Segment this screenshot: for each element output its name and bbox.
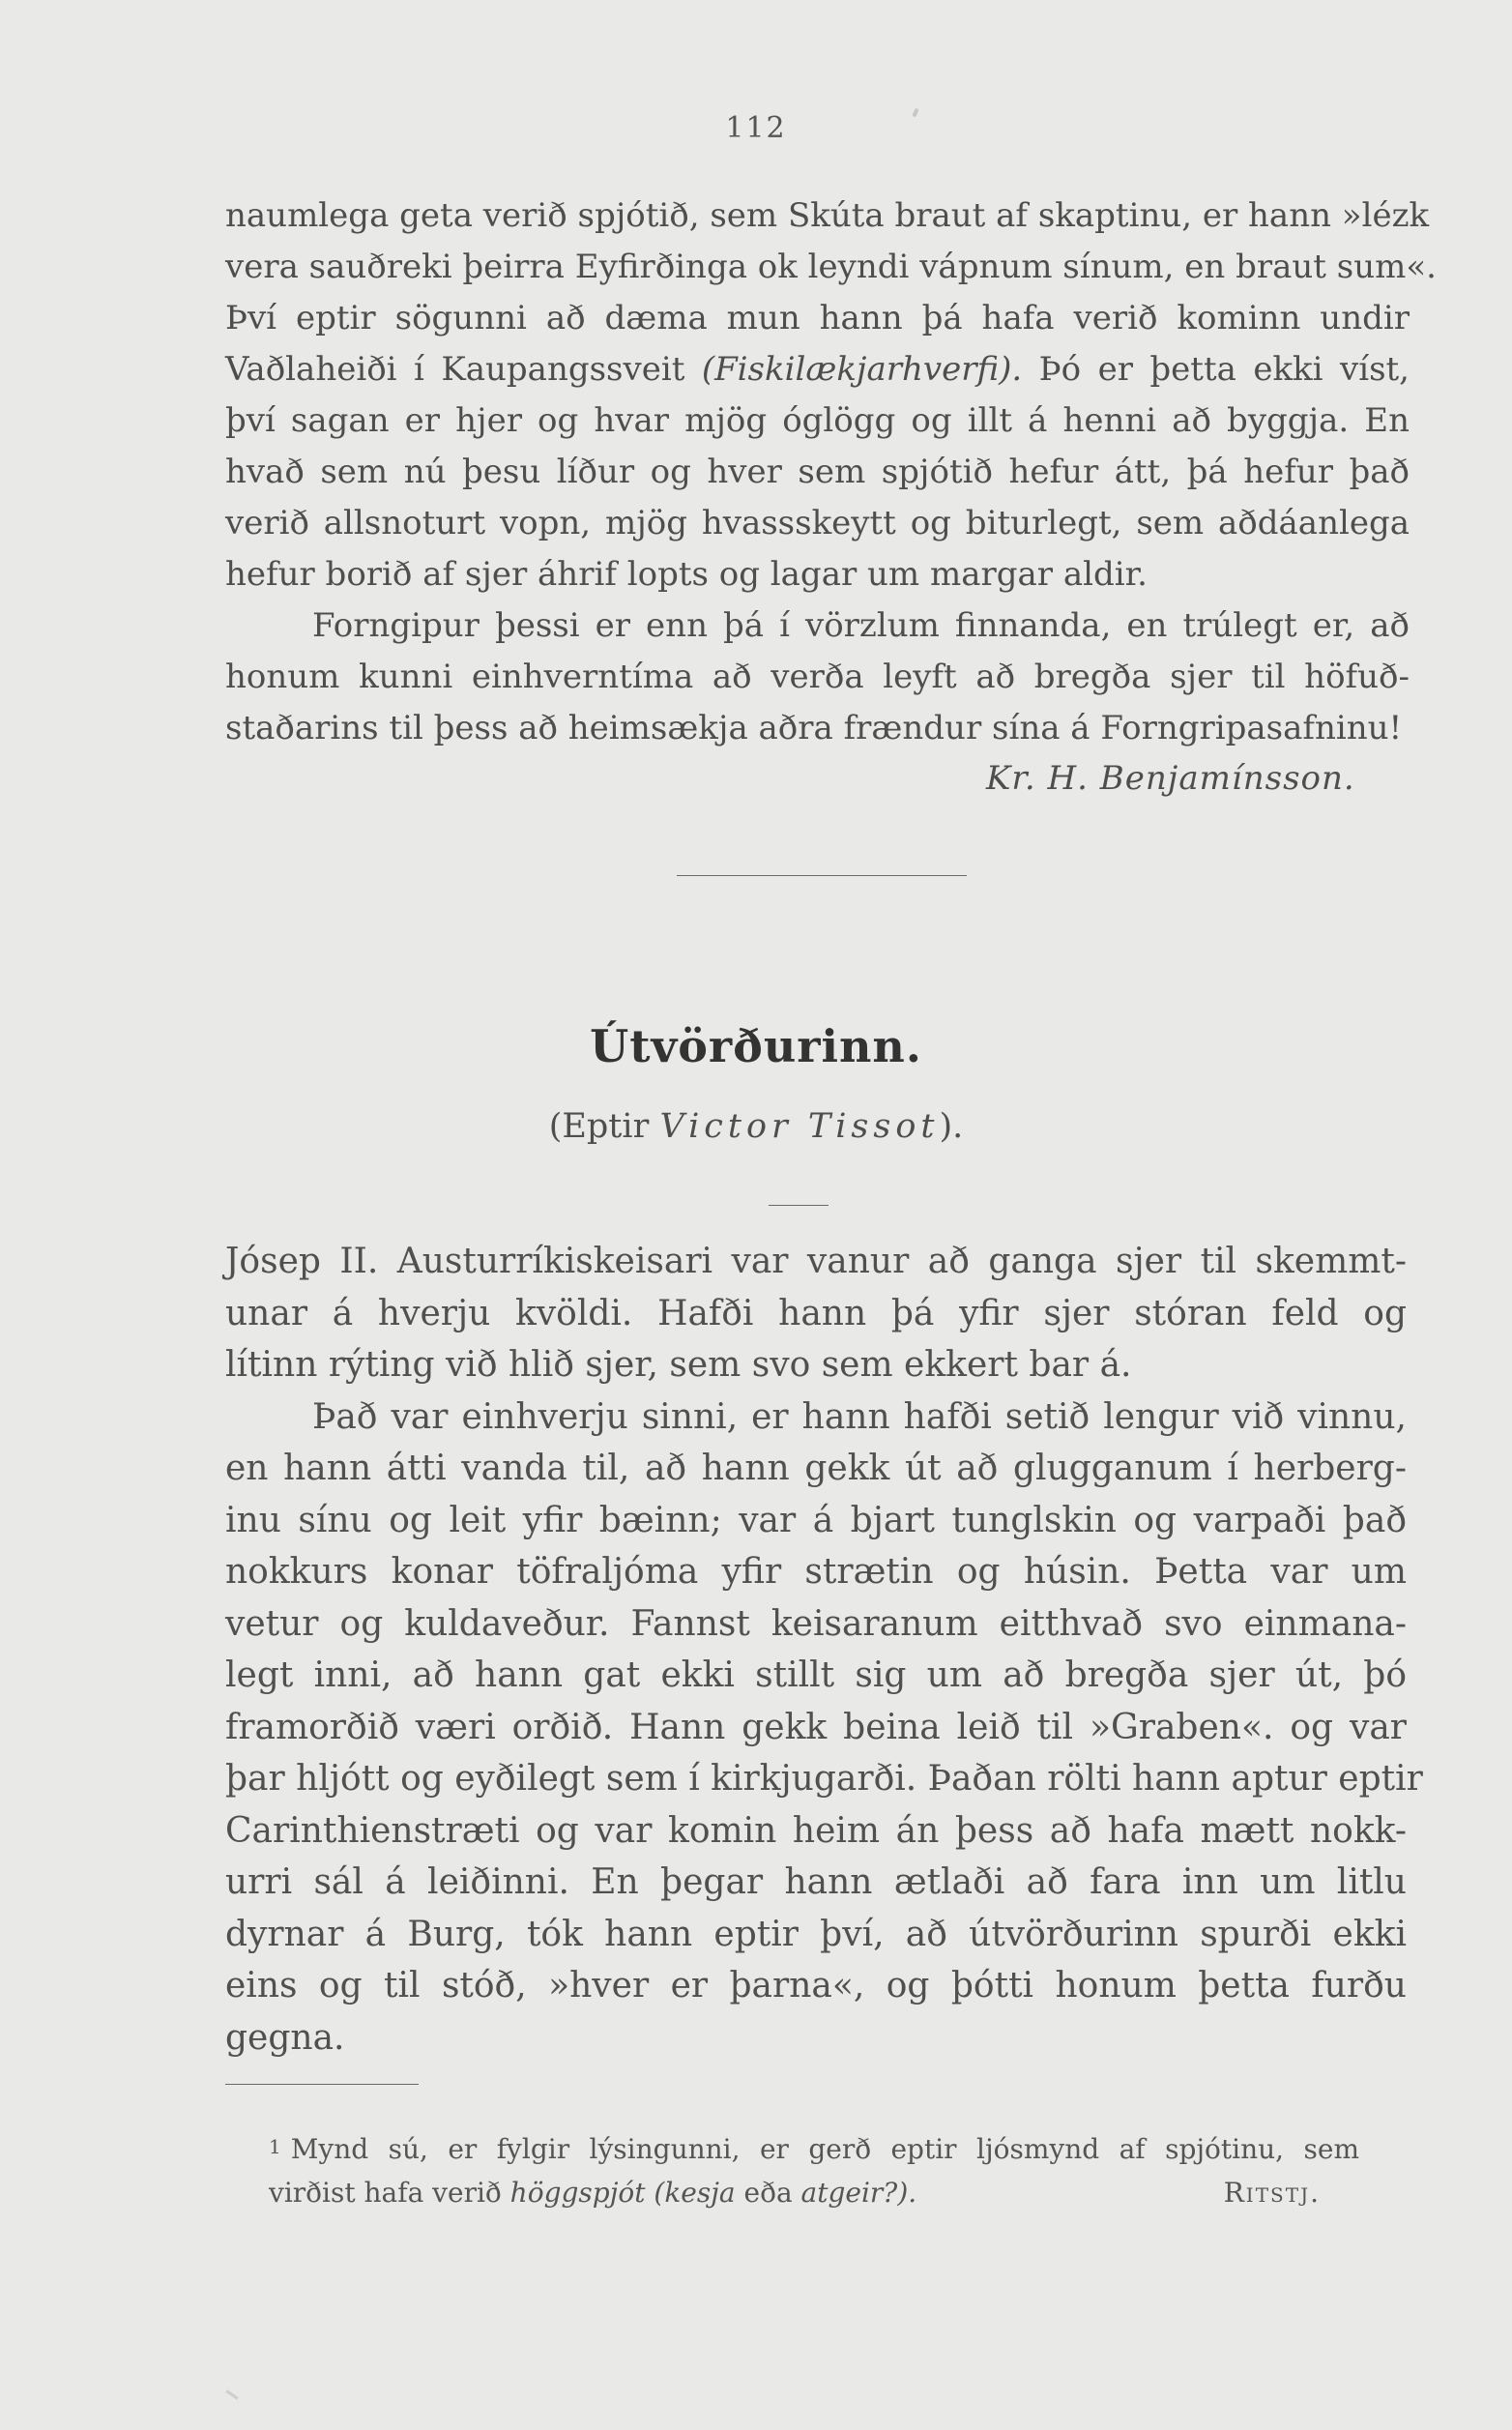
footnote-italic: höggspjót (kesja [509,2177,736,2209]
text-line: Jósep II. Austurríkiskeisari var vanur að ganga sjer til skemmt- [225,1242,1407,1281]
text-line: vetur og kuldaveður. Fannst keisaranum eitthvað svo einmana- [225,1603,1407,1644]
subtitle-author: Victor Tissot [659,1107,940,1146]
place-name: (Fiskilækjarhverfi). [701,350,1023,389]
text-line: dyrnar á Burg, tók hann eptir því, að útvörðurinn spurði ekki [225,1914,1407,1954]
text-line: staðarins til þess að heimsækja aðra frændur sína á Forngripasafninu! [225,709,1403,747]
text-line: því sagan er hjer og hvar mjög óglögg og illt á henni að byggja. En [225,401,1410,440]
footnote-italic: atgeir?). [800,2177,917,2209]
footnote-text: Mynd sú, er fylgir lýsingunni, er gerð eptir ljósmynd af spjótinu, sem [290,2133,1359,2165]
story-body [225,1236,1423,2064]
footnote [269,2127,1359,2214]
story-subtitle [0,1107,1512,1146]
story-title: Útvörðurinn. [590,1020,922,1072]
text-line [225,344,1410,395]
text-line: framorðið væri orðið. Hann gekk beina leið til »Graben«. og var [225,1707,1407,1747]
page-number: 112 [725,111,787,145]
footnote-marker: 1 [269,2135,281,2158]
text-line: verið allsnoturt vopn, mjög hvassskeytt og biturlegt, sem aðdáanlega [225,504,1410,542]
title-divider [769,1205,829,1206]
subtitle-suffix: ). [939,1107,964,1146]
article-continuation [225,190,1437,754]
text-line: vera sauðreki þeirra Eyfirðinga ok leyndi vápnum sínum, en braut sum«. [225,248,1437,286]
section-divider [677,875,967,876]
text-line: Það var einhverju sinni, er hann hafði setið lengur við vinnu, [312,1396,1407,1437]
text-line: Forngipur þessi er enn þá í vörzlum finnanda, en trúlegt er, að [312,606,1410,645]
text-line: hvað sem nú þesu líður og hver sem spjótið hefur átt, þá hefur það [225,453,1410,491]
text-line: legt inni, að hann gat ekki stillt sig um að bregða sjer út, þó [225,1655,1407,1695]
text-line: inu sínu og leit yfir bæinn; var á bjart tunglskin og varpaði það [225,1500,1407,1540]
text-segment: Vaðlaheiði í Kaupangssveit [225,350,702,389]
text-line: hefur borið af sjer áhrif lopts og lagar um margar aldir. [225,555,1148,594]
footnote-line [269,2171,1359,2214]
text-line: honum kunni einhverntíma að verða leyft að bregða sjer til höfuð- [225,658,1410,696]
text-line: urri sál á leiðinni. En þegar hann ætlaði að fara inn um litlu [225,1862,1407,1902]
footnote-text: eða [735,2177,801,2209]
print-smudge [225,2389,238,2399]
footnote-text: virðist hafa verið [269,2177,510,2209]
text-line: nokkurs konar töfraljóma yfir strætin og húsin. Þetta var um [225,1552,1407,1592]
text-line: Carinthienstræti og var komin heim án þess að hafa mætt nokk- [225,1810,1407,1851]
text-segment: Þó er þetta ekki víst, [1022,350,1410,389]
text-line: unar á hverju kvöldi. Hafði hann þá yfir sjer stóran feld og [225,1293,1407,1333]
footnote-line [269,2127,1359,2171]
footnote-divider [225,2084,419,2085]
text-line: Því eptir sögunni að dæma mun hann þá hafa verið kominn undir [225,299,1410,337]
text-line: naumlega geta verið spjótið, sem Skúta braut af skaptinu, er hann »lézk [225,196,1430,235]
text-line: eins og til stóð, »hver er þarna«, og þótti honum þetta furðu [225,1966,1407,2005]
subtitle-prefix: (Eptir [548,1107,660,1146]
text-line: en hann átti vanda til, að hann gekk út að glugganum í herberg- [225,1449,1407,1488]
editor-credit: Ritstj. [1223,2177,1321,2209]
text-line: þar hljótt og eyðilegt sem í kirkjugarði. Þaðan rölti hann aptur eptir [225,1759,1423,1799]
text-line: lítinn rýting við hlið sjer, sem svo sem ekkert bar á. [225,1345,1132,1385]
text-line: gegna. [225,2017,345,2058]
author-signature: Kr. H. Benjamínsson. [986,759,1355,798]
